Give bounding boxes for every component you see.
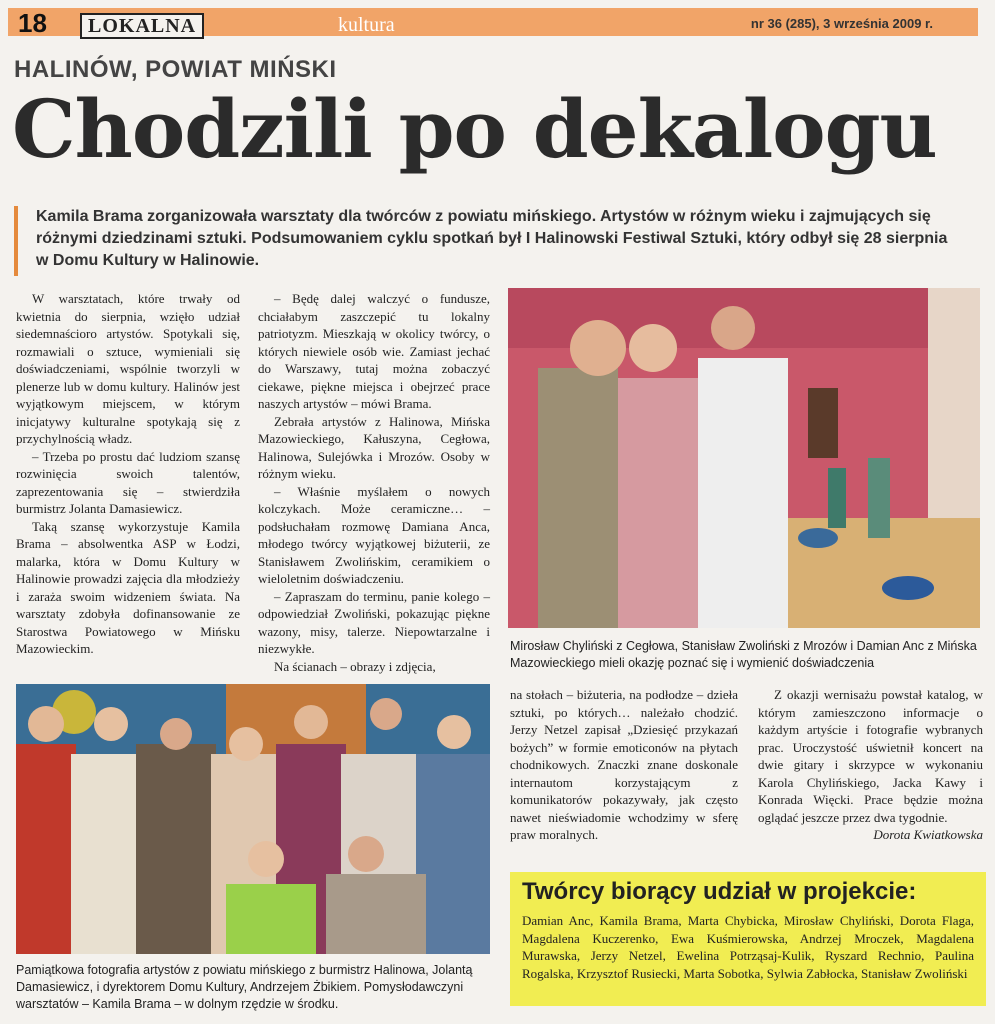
photo-group <box>16 684 490 954</box>
paragraph: Zebrała artystów z Halinowa, Mińska Mazowieckiego, Kałuszyna, Cegłowa, Halinowa, Sulejówka i Mrozów. Osoby w różnym wieku. <box>258 413 490 481</box>
category-label: kultura <box>338 14 395 36</box>
participants-title: Twórcy biorący udział w projekcie: <box>522 878 917 905</box>
paragraph: – Właśnie myślałem o nowych kolczykach. Może ceramiczne… – podsłuchałam rozmowę Damiana Anca, młodego twórcy wyjątkowej biżuterii, ze Stanisławem Zwolińskim, ceramikiem o wieloletnim doświadczeniu. <box>258 483 490 586</box>
photo-ceramics <box>508 288 980 628</box>
paragraph: Z okazji wernisażu powstał katalog, w którym zamieszczono informacje o każdym artyście i fotografie wybranych prac. Uroczystość uświetnił koncert na dwie gitary i skrzypce w wykonaniu Karola Chylińskiego, Jacka Kawy i Konrada Więcki. Prace będzie można oglądać jeszcze przez dwa tygodnie. <box>758 687 983 825</box>
lead-paragraph: Kamila Brama zorganizowała warsztaty dla twórców z powiatu mińskiego. Artystów w różnym wieku i zajmujących się różnymi dziedzinami sztuki. Podsumowaniem cyklu spotkań był I Halinowski Festiwal Sztuki, który odbył się 28 sierpnia w Domu Kultury w Halinowie. <box>14 206 964 276</box>
column-3 <box>510 686 738 844</box>
headline: Chodzili po dekalogu <box>12 82 937 176</box>
column-4 <box>758 686 983 844</box>
paragraph: na stołach – biżuteria, na podłodze – dzieła sztuki, po których… należało chodzić. Jerzy Netzel zapisał „Dziesięć przykazań bożych” w formie emoticonów na płytach chodnikowych. Znaczki znane doskonale internautom korzystającym z komunikatorów pokazywały, jak często nawet nieświadomie wchodzimy w sferę praw moralnych. <box>510 687 738 842</box>
photo-caption-2: Pamiątkowa fotografia artystów z powiatu mińskiego z burmistrz Halinowa, Jolantą Damasiewicz, i dyrektorem Domu Kultury, Andrzejem Żbikiem. Pomysłodawczyni warsztatów – Kamila Brama – w dolnym rzędzie w środku. <box>16 963 473 1011</box>
paragraph: – Będę dalej walczyć o fundusze, chciałabym zaszczepić tu lokalny patriotyzm. Mieszkają w okolicy twórcy, o których niewiele osób wie. Zamiast jechać do Warszawy, tutaj można zobaczyć ciekawe, piękne miejsca i obejrzeć prace naszych artystów – mówi Brama. <box>258 291 490 411</box>
participants-list: Damian Anc, Kamila Brama, Marta Chybicka, Mirosław Chyliński, Dorota Flaga, Magdalena Kuczerenko, Ewa Kuśmierowska, Andrzej Mroczek, Magdalena Murawska, Jerzy Netzel, Ewelina Potrząsaj-Kulik, Ryszard Rechnio, Paulina Rogalska, Krzysztof Rusiecki, Marta Sobotka, Sylwia Zabłocka, Stanisław Zwoliński <box>522 913 974 981</box>
participants-box <box>510 872 986 1006</box>
column-1 <box>16 290 240 658</box>
paragraph: – Zapraszam do terminu, panie kolego – odpowiedział Zwoliński, pokazując piękne wazony, misy, talerze. Niepowtarzalne i niezwykłe. <box>258 588 490 656</box>
photo-caption-1: Mirosław Chyliński z Cegłowa, Stanisław Zwoliński z Mrozów i Damian Anc z Mińska Mazowieckiego mieli okazję poznać się i wymienić doświadczenia <box>510 639 977 670</box>
section-label: LOKALNA <box>80 13 204 39</box>
column-2 <box>258 290 490 675</box>
issue-date: nr 36 (285), 3 września 2009 r. <box>750 16 933 31</box>
paragraph: W warsztatach, które trwały od kwietnia do sierpnia, wzięło udział siedemnaścioro artystów. Spotykali się, rozmawiali o sztuce, wymieniali się doświadczeniami, wspólnie tworzyli w plenerze lub w domu kultury. Halinów jest wyjątkowym miejscem, w którym inicjatywy kulturalne spotykają się z przychylnością władz. <box>16 291 240 446</box>
paragraph: Taką szansę wykorzystuje Kamila Brama – absolwentka ASP w Łodzi, malarka, która w Domu Kultury w Halinowie prowadzi zajęcia dla młodzieży i zaraża swoim widzeniem świata. Na warsztaty zdobyła dofinansowanie ze Starostwa Powiatowego w Mińsku Mazowieckim. <box>16 518 240 656</box>
page-number: 18 <box>18 8 47 38</box>
kicker: HALINÓW, POWIAT MIŃSKI <box>14 56 337 83</box>
paragraph: – Trzeba po prostu dać ludziom szansę rozwinięcia swoich talentów, zaprezentowania się – stwierdziła burmistrz Jolanta Damasiewicz. <box>16 448 240 516</box>
author-byline: Dorota Kwiatkowska <box>873 827 983 842</box>
paragraph: Na ścianach – obrazy i zdjęcia, <box>274 658 436 674</box>
